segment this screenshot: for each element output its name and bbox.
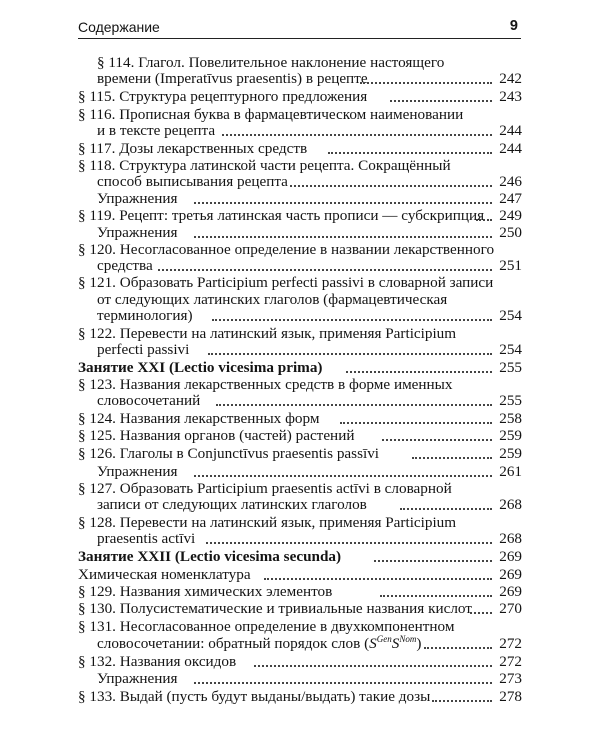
toc-entry-121-cont[interactable]: от следующих латинских глаголов (фармацевтическая [97, 291, 448, 308]
page-ref: 269 [499, 583, 522, 600]
toc-entry-chem-nomenclature[interactable]: Химическая номенклатура 269 [78, 566, 522, 583]
toc-entry-128-cont[interactable]: praesentis actīvi 268 [97, 530, 522, 547]
dot-leader [476, 219, 492, 221]
page-ref: 268 [499, 496, 522, 513]
page-ref: 246 [499, 173, 522, 190]
toc-entry-118-cont[interactable]: способ выписывания рецепта 246 [97, 173, 522, 190]
page-ref: 272 [499, 653, 522, 670]
page-ref: 261 [499, 463, 522, 480]
page-ref: 254 [499, 307, 522, 324]
dot-leader [216, 404, 492, 406]
page-ref: 259 [499, 445, 522, 462]
dot-leader [400, 508, 492, 510]
toc-entry-121[interactable]: § 121. Образовать Participium perfecti passivi в словарной записи [78, 274, 494, 291]
dot-leader [382, 439, 492, 441]
toc-entry-130[interactable]: § 130. Полусистематические и тривиальные названия кислот 270 [78, 600, 522, 617]
dot-leader [264, 578, 492, 580]
toc-lesson-21[interactable]: Занятие XXI (Lectio vicesima prima) 255 [78, 359, 522, 376]
page-ref: 270 [499, 600, 522, 617]
page-ref: 269 [499, 566, 522, 583]
page-ref: 251 [499, 257, 522, 274]
header-page-number: 9 [509, 18, 518, 34]
page-ref: 278 [499, 688, 522, 705]
toc-entry-133[interactable]: § 133. Выдай (пусть будут выданы/выдать) такие дозы 278 [78, 688, 522, 705]
dot-leader [412, 457, 492, 459]
toc-entry-120[interactable]: § 120. Несогласованное определение в названии лекарственного [78, 241, 495, 258]
toc-entry-114-cont[interactable]: времени (Imperatīvus praesentis) в рецепте 242 [97, 70, 522, 87]
toc-entry-122[interactable]: § 122. Перевести на латинский язык, применяя Participium [78, 325, 457, 342]
toc-entry-125[interactable]: § 125. Названия органов (частей) растений 259 [78, 427, 522, 444]
toc-entry-116[interactable]: § 116. Прописная буква в фармацевтическом наименовании [78, 106, 464, 123]
dot-leader [212, 319, 492, 321]
page-ref: 243 [499, 88, 522, 105]
dot-leader [340, 422, 492, 424]
toc-entry-127-cont[interactable]: записи от следующих латинских глаголов 268 [97, 496, 522, 513]
page-ref: 272 [499, 635, 522, 652]
page-ref: 273 [499, 670, 522, 687]
dot-leader [158, 269, 492, 271]
dot-leader [194, 682, 492, 684]
toc-entry-114[interactable]: § 114. Глагол. Повелительное наклонение настоящего [97, 54, 445, 71]
page-ref: 244 [499, 122, 522, 139]
dot-leader [222, 134, 492, 136]
toc-entry-126[interactable]: § 126. Глаголы в Conjunctīvus praesentis passīvi 259 [78, 445, 522, 462]
dot-leader [360, 82, 492, 84]
page-ref: 244 [499, 140, 522, 157]
dot-leader [374, 560, 492, 562]
dot-leader [194, 202, 492, 204]
toc-entry-129[interactable]: § 129. Названия химических элементов 269 [78, 583, 522, 600]
toc-lesson-22[interactable]: Занятие XXII (Lectio vicesima secunda) 269 [78, 548, 522, 565]
toc-entry-122-cont[interactable]: perfecti passivi 254 [97, 341, 522, 358]
dot-leader [290, 185, 492, 187]
page-ref: 249 [499, 207, 522, 224]
dot-leader [194, 475, 492, 477]
dot-leader [432, 700, 492, 702]
toc-entry-115[interactable]: § 115. Структура рецептурного предложения 243 [78, 88, 522, 105]
dot-leader [194, 236, 492, 238]
toc-entry-127[interactable]: § 127. Образовать Participium praesentis actīvi в словарной [78, 480, 452, 497]
dot-leader [470, 612, 492, 614]
page-ref: 255 [499, 359, 522, 376]
page-ref: 250 [499, 224, 522, 241]
header-title: Содержание [78, 19, 160, 35]
toc-entry-exercises-1[interactable]: Упражнения 247 [97, 190, 522, 207]
page-ref: 269 [499, 548, 522, 565]
toc-entry-128[interactable]: § 128. Перевести на латинский язык, применяя Participium [78, 514, 457, 531]
page-ref: 254 [499, 341, 522, 358]
dot-leader [380, 595, 492, 597]
page-ref: 242 [499, 70, 522, 87]
dot-leader [254, 665, 492, 667]
page-ref: 247 [499, 190, 522, 207]
toc-entry-131-cont[interactable]: словосочетании: обратный порядок слов $(S^{Gen}S^{Nom})$ 272 [97, 633, 522, 652]
toc-entry-exercises-2[interactable]: Упражнения 250 [97, 224, 522, 241]
toc-entry-117[interactable]: § 117. Дозы лекарственных средств 244 [78, 140, 522, 157]
toc-entry-121-cont2[interactable]: терминология) 254 [97, 307, 522, 324]
page-ref: 255 [499, 392, 522, 409]
toc-entry-123[interactable]: § 123. Названия лекарственных средств в форме именных [78, 376, 453, 393]
toc-entry-123-cont[interactable]: словосочетаний 255 [97, 392, 522, 409]
toc-entry-120-cont[interactable]: средства 251 [97, 257, 522, 274]
toc-entry-132[interactable]: § 132. Названия оксидов 272 [78, 653, 522, 670]
toc-entry-exercises-3[interactable]: Упражнения 261 [97, 463, 522, 480]
dot-leader [206, 542, 492, 544]
page-ref: 258 [499, 410, 522, 427]
dot-leader [424, 647, 492, 649]
dot-leader [328, 152, 492, 154]
toc-entry-118[interactable]: § 118. Структура латинской части рецепта. Сокращённый [78, 157, 451, 174]
page-ref: 268 [499, 530, 522, 547]
toc-entry-119[interactable]: § 119. Рецепт: третья латинская часть прописи — субскрипция 249 [78, 207, 522, 224]
page-ref: 259 [499, 427, 522, 444]
toc-entry-exercises-4[interactable]: Упражнения 273 [97, 670, 522, 687]
toc-entry-116-cont[interactable]: и в тексте рецепта 244 [97, 122, 522, 139]
toc-entry-124[interactable]: § 124. Названия лекарственных форм 258 [78, 410, 522, 427]
dot-leader [208, 353, 492, 355]
dot-leader [346, 371, 492, 373]
toc-entry-131[interactable]: § 131. Несогласованное определение в двухкомпонентном [78, 618, 455, 635]
dot-leader [390, 100, 492, 102]
